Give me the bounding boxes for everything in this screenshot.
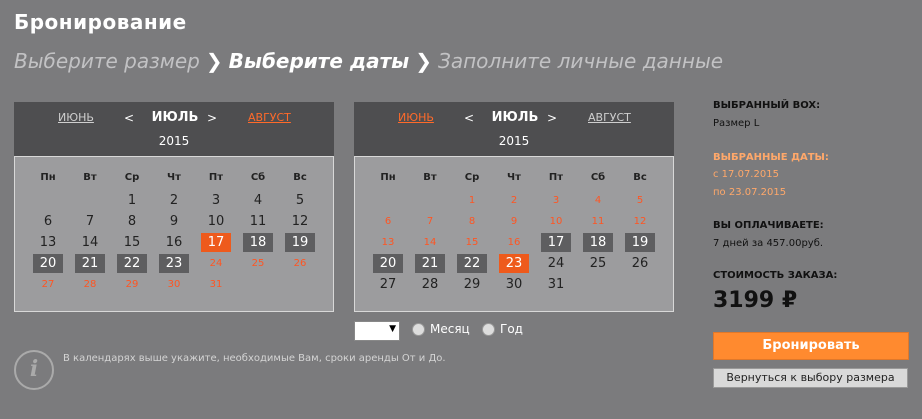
weekday-header: Вс xyxy=(633,172,647,183)
calendar-day[interactable]: 11 xyxy=(591,216,605,227)
calendar-day[interactable]: 11 xyxy=(249,214,267,229)
empty-cell xyxy=(33,191,63,210)
calendar-year: 2015 xyxy=(498,134,530,148)
year-radio[interactable] xyxy=(482,323,495,336)
calendar-day[interactable]: 17 xyxy=(541,233,571,252)
calendar-day[interactable]: 7 xyxy=(426,216,434,227)
weekday-header: Вт xyxy=(83,172,97,183)
calendar-day[interactable]: 1 xyxy=(468,195,476,206)
calendar-day[interactable]: 13 xyxy=(381,237,395,248)
back-to-size-button[interactable]: Вернуться к выбору размера xyxy=(713,368,908,388)
prev-month-link[interactable]: ИЮНЬ xyxy=(398,111,434,124)
calendar-day[interactable]: 28 xyxy=(83,279,97,290)
calendar-day[interactable]: 29 xyxy=(125,279,139,290)
calendar-day[interactable]: 24 xyxy=(209,258,223,269)
pay-label: ВЫ ОПЛАЧИВАЕТЕ: xyxy=(713,220,824,231)
step-arrow-icon: ❯ xyxy=(415,49,433,73)
calendar-day[interactable]: 31 xyxy=(547,277,565,292)
chevron-left-icon[interactable]: < xyxy=(464,111,475,125)
page-title: Бронирование xyxy=(14,10,187,34)
box-label: ВЫБРАННЫЙ BOX: xyxy=(713,100,821,111)
calendar-day[interactable]: 13 xyxy=(39,235,57,250)
cost-value: 3199 ₽ xyxy=(713,288,798,313)
calendar-day[interactable]: 22 xyxy=(457,254,487,273)
calendar-day[interactable]: 18 xyxy=(243,233,273,252)
year-radio-label: Год xyxy=(500,322,523,336)
calendar-header xyxy=(354,102,674,156)
calendar-day[interactable]: 21 xyxy=(75,254,105,273)
chevron-left-icon[interactable]: < xyxy=(124,111,135,125)
chevron-down-icon: ▼ xyxy=(389,324,396,334)
calendar-day[interactable]: 4 xyxy=(594,195,602,206)
calendar-day[interactable]: 29 xyxy=(463,277,481,292)
calendar-day[interactable]: 23 xyxy=(499,254,529,273)
calendar-day[interactable]: 30 xyxy=(505,277,523,292)
calendar-day[interactable]: 9 xyxy=(169,214,179,229)
calendar-day[interactable]: 31 xyxy=(209,279,223,290)
pay-value: 7 дней за 457.00руб. xyxy=(713,238,824,249)
calendar-day[interactable]: 8 xyxy=(127,214,137,229)
calendar-day[interactable]: 26 xyxy=(631,256,649,271)
chevron-right-icon[interactable]: > xyxy=(547,111,558,125)
date-to: по 23.07.2015 xyxy=(713,187,787,198)
weekday-header: Сб xyxy=(250,172,266,183)
weekday-header: Пт xyxy=(208,172,224,183)
next-month-link[interactable]: АВГУСТ xyxy=(588,111,631,124)
calendar-day[interactable]: 12 xyxy=(633,216,647,227)
calendar-day[interactable]: 17 xyxy=(201,233,231,252)
weekday-header: Ср xyxy=(464,172,480,183)
current-month: ИЮЛЬ xyxy=(491,110,539,125)
calendar-day[interactable]: 10 xyxy=(549,216,563,227)
calendar-day[interactable]: 3 xyxy=(211,193,221,208)
step-personal-data: Заполните личные данные xyxy=(438,49,724,73)
prev-month-link[interactable]: ИЮНЬ xyxy=(58,111,94,124)
calendar-day[interactable]: 25 xyxy=(251,258,265,269)
calendar-day[interactable]: 25 xyxy=(589,256,607,271)
calendar-day[interactable]: 26 xyxy=(293,258,307,269)
month-radio-label: Месяц xyxy=(430,322,470,336)
calendar-day[interactable]: 21 xyxy=(415,254,445,273)
calendar-day[interactable]: 6 xyxy=(384,216,392,227)
weekday-header: Сб xyxy=(590,172,606,183)
calendar-day[interactable]: 16 xyxy=(165,235,183,250)
calendar-day[interactable]: 19 xyxy=(285,233,315,252)
weekday-header: Пн xyxy=(380,172,396,183)
period-select[interactable] xyxy=(354,321,400,341)
cost-label: СТОИМОСТЬ ЗАКАЗА: xyxy=(713,270,838,281)
calendar-day[interactable]: 24 xyxy=(547,256,565,271)
calendar-day[interactable]: 18 xyxy=(583,233,613,252)
chevron-right-icon[interactable]: > xyxy=(207,111,218,125)
calendar-day[interactable]: 27 xyxy=(379,277,397,292)
weekday-header: Чт xyxy=(507,172,521,183)
calendar-day[interactable]: 2 xyxy=(169,193,179,208)
calendar-day[interactable]: 28 xyxy=(421,277,439,292)
weekday-header: Ср xyxy=(124,172,140,183)
calendar-day[interactable]: 14 xyxy=(423,237,437,248)
calendar-day[interactable]: 10 xyxy=(207,214,225,229)
weekday-header: Вс xyxy=(293,172,307,183)
calendar-grid xyxy=(27,169,321,295)
book-button[interactable]: Бронировать xyxy=(713,332,909,360)
calendar-day[interactable]: 15 xyxy=(123,235,141,250)
weekday-header: Пт xyxy=(548,172,564,183)
dates-label: ВЫБРАННЫЕ ДАТЫ: xyxy=(713,152,829,163)
calendar-day[interactable]: 23 xyxy=(159,254,189,273)
weekday-header: Чт xyxy=(167,172,181,183)
calendar-day[interactable]: 1 xyxy=(127,193,137,208)
calendar-day[interactable]: 19 xyxy=(625,233,655,252)
calendar-to xyxy=(354,102,674,310)
calendar-day[interactable]: 8 xyxy=(468,216,476,227)
current-month: ИЮЛЬ xyxy=(151,110,199,125)
step-size[interactable]: Выберите размер xyxy=(14,49,200,73)
calendar-day[interactable]: 30 xyxy=(167,279,181,290)
month-radio[interactable] xyxy=(412,323,425,336)
step-dates: Выберите даты xyxy=(228,49,410,73)
calendar-year: 2015 xyxy=(158,134,190,148)
calendar-day[interactable]: 16 xyxy=(507,237,521,248)
calendar-day[interactable]: 9 xyxy=(510,216,518,227)
calendar-body xyxy=(354,156,674,312)
empty-cell xyxy=(415,191,445,210)
calendar-grid xyxy=(367,169,661,295)
calendar-day[interactable]: 20 xyxy=(33,254,63,273)
box-value: Размер L xyxy=(713,118,760,129)
calendar-day[interactable]: 2 xyxy=(510,195,518,206)
calendar-day[interactable]: 5 xyxy=(636,195,644,206)
info-icon: i xyxy=(14,350,54,390)
calendar-day[interactable]: 3 xyxy=(552,195,560,206)
date-from: с 17.07.2015 xyxy=(713,169,779,180)
calendar-hint: В календарях выше укажите, необходимые Вам, сроки аренды От и До. xyxy=(63,353,446,364)
calendar-day[interactable]: 5 xyxy=(295,193,305,208)
calendar-body xyxy=(14,156,334,312)
calendar-day[interactable]: 20 xyxy=(373,254,403,273)
calendar-day[interactable]: 4 xyxy=(253,193,263,208)
calendar-day[interactable]: 12 xyxy=(291,214,309,229)
calendar-day[interactable]: 14 xyxy=(81,235,99,250)
calendar-day[interactable]: 27 xyxy=(41,279,55,290)
calendar-header xyxy=(14,102,334,156)
steps-breadcrumb xyxy=(14,49,723,73)
weekday-header: Вт xyxy=(423,172,437,183)
empty-cell xyxy=(75,191,105,210)
calendar-day[interactable]: 15 xyxy=(465,237,479,248)
calendar-day[interactable]: 6 xyxy=(43,214,53,229)
calendar-from xyxy=(14,102,334,310)
step-arrow-icon: ❯ xyxy=(205,49,223,73)
calendar-day[interactable]: 22 xyxy=(117,254,147,273)
calendar-day[interactable]: 7 xyxy=(85,214,95,229)
next-month-link[interactable]: АВГУСТ xyxy=(248,111,291,124)
weekday-header: Пн xyxy=(40,172,56,183)
empty-cell xyxy=(373,191,403,210)
